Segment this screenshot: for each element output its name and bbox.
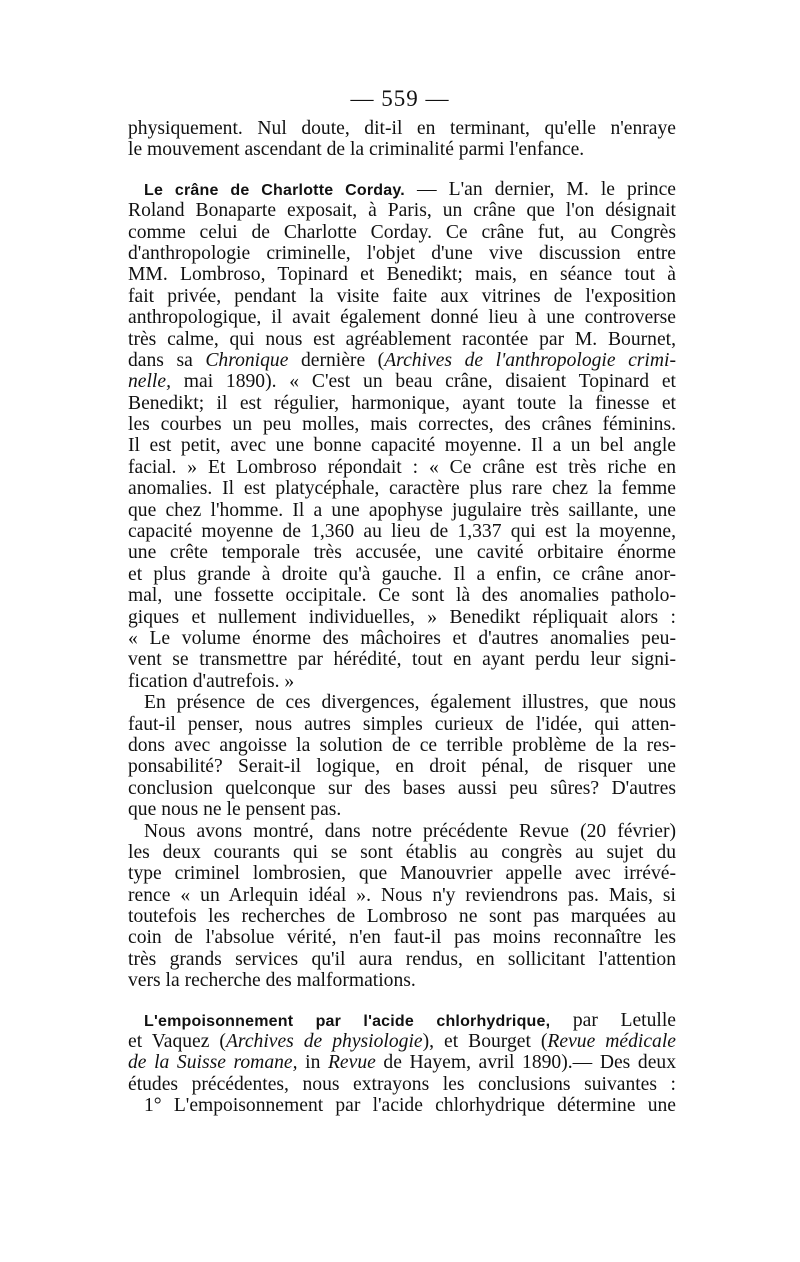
italic-title: Revue médicale (547, 1031, 676, 1053)
page-text (128, 118, 676, 1117)
text-line: mal, une fossette occipitale. Ce sont là des anomalies patholo- (128, 585, 676, 607)
text-line: faut-il penser, nous autres simples curieux de l'idée, qui atten- (128, 713, 676, 735)
text-line: nelle, mai 1890). « C'est un beau crâne, disaient Topinard et (128, 371, 676, 393)
text-line: coin de l'absolue vérité, n'en faut-il pas moins reconnaître les (128, 927, 676, 949)
text-line: très calme, qui nous est agréablement racontée par M. Bournet, (128, 328, 676, 350)
text-line: de la Suisse romane, in Revue de Hayem, avril 1890).— Des deux (128, 1052, 676, 1074)
text-line: Nous avons montré, dans notre précédente Revue (20 février) (144, 820, 676, 842)
text-line: comme celui de Charlotte Corday. Ce crâne fut, au Congrès (128, 221, 676, 243)
italic-title: Archives de l'anthropologie crimi- (384, 349, 676, 371)
text-line: les courbes un peu molles, mais correctes, des crânes féminins. (128, 414, 676, 436)
text-line: conclusion quelconque sur des bases aussi peu sûres? D'autres (128, 777, 676, 799)
text-line: que chez l'homme. Il a une apophyse jugulaire très saillante, une (128, 499, 676, 521)
text-line: les deux courants qui se sont établis au congrès au sujet du (128, 841, 676, 863)
text-line: 1° L'empoisonnement par l'acide chlorhydrique détermine une (144, 1095, 676, 1117)
text-line: et Vaquez (Archives de physiologie), et Bourget (Revue médicale (128, 1031, 676, 1053)
paragraph-continuation (128, 118, 676, 161)
text-line: Le crâne de Charlotte Corday. — L'an dernier, M. le prince (144, 178, 676, 200)
text-line: très grands services qu'il aura rendus, en sollicitant l'attention (128, 948, 676, 970)
text-line: ponsabilité? Serait-il logique, en droit pénal, de risquer une (128, 756, 676, 778)
text-line: que nous ne le pensent pas. (128, 799, 342, 821)
italic-title: Archives de physiologie (225, 1031, 423, 1053)
text-line: « Le volume énorme des mâchoires et d'autres anomalies peu- (128, 627, 676, 649)
italic-title: nelle, (128, 371, 171, 393)
text-line: études précédentes, nous extrayons les conclusions suivantes : (128, 1073, 676, 1095)
text-line: MM. Lombroso, Topinard et Benedikt; mais, en séance tout à (128, 264, 676, 286)
section-empoisonnement (128, 1010, 676, 1117)
italic-title: Chronique (205, 349, 289, 371)
text-line: Roland Bonaparte exposait, à Paris, un crâne que l'on désignait (128, 200, 676, 222)
text-line: giques et nullement individuelles, » Benedikt répliquait alors : (128, 606, 676, 628)
text-line: vers la recherche des malformations. (128, 970, 416, 992)
section-charlotte-corday (128, 179, 676, 692)
text-line: En présence de ces divergences, également illustres, que nous (144, 692, 676, 714)
text-line: facial. » Et Lombroso répondait : « Ce crâne est très riche en (128, 456, 676, 478)
text-line: type criminel lombrosien, que Manouvrier appelle avec irrévé- (128, 863, 676, 885)
text-line: et plus grande à droite qu'à gauche. Il a enfin, ce crâne anor- (128, 563, 676, 585)
text-line: rence « un Arlequin idéal ». Nous n'y reviendrons pas. Mais, si (128, 884, 676, 906)
text-line: capacité moyenne de 1,360 au lieu de 1,337 qui est la moyenne, (128, 521, 676, 543)
text-line: vent se transmettre par hérédité, tout en ayant perdu leur signi- (128, 649, 676, 671)
paragraph (128, 821, 676, 992)
text-line: Benedikt; il est régulier, harmonique, ayant toute la finesse et (128, 392, 676, 414)
section-heading: L'empoisonnement par l'acide chlorhydrique, (144, 1012, 551, 1030)
text-line: fication d'autrefois. » (128, 670, 295, 692)
text-line: anthropologique, il avait également donné lieu à une controverse (128, 307, 676, 329)
italic-title: Revue (327, 1052, 376, 1074)
text-line: physiquement. Nul doute, dit-il en terminant, qu'elle n'enraye (128, 118, 676, 139)
text-line: une crête temporale très accusée, une cavité orbitaire énorme (128, 542, 676, 564)
text-line: d'anthropologie criminelle, l'objet d'une vive discussion entre (128, 242, 676, 264)
text-line: dons avec angoisse la solution de ce terrible problème de la res- (128, 734, 676, 756)
text-line: fait privée, pendant la visite faite aux vitrines de l'exposition (128, 285, 676, 307)
text-line: dans sa Chronique dernière (Archives de l'anthropologie crimi- (128, 349, 676, 371)
paragraph (128, 692, 676, 820)
text-line: anomalies. Il est platycéphale, caractère plus rare chez la femme (128, 478, 676, 500)
text-line: le mouvement ascendant de la criminalité parmi l'enfance. (128, 139, 585, 161)
text-line: Il est petit, avec une bonne capacité moyenne. Il a un bel angle (128, 435, 676, 457)
italic-title: de la Suisse romane, (128, 1052, 298, 1074)
page-number: — 559 — (350, 86, 450, 111)
text-line: L'empoisonnement par l'acide chlorhydrique, par Letulle (144, 1009, 676, 1031)
text-line: toutefois les recherches de Lombroso ne sont pas marquées au (128, 906, 676, 928)
section-heading: Le crâne de Charlotte Corday. (144, 181, 405, 199)
